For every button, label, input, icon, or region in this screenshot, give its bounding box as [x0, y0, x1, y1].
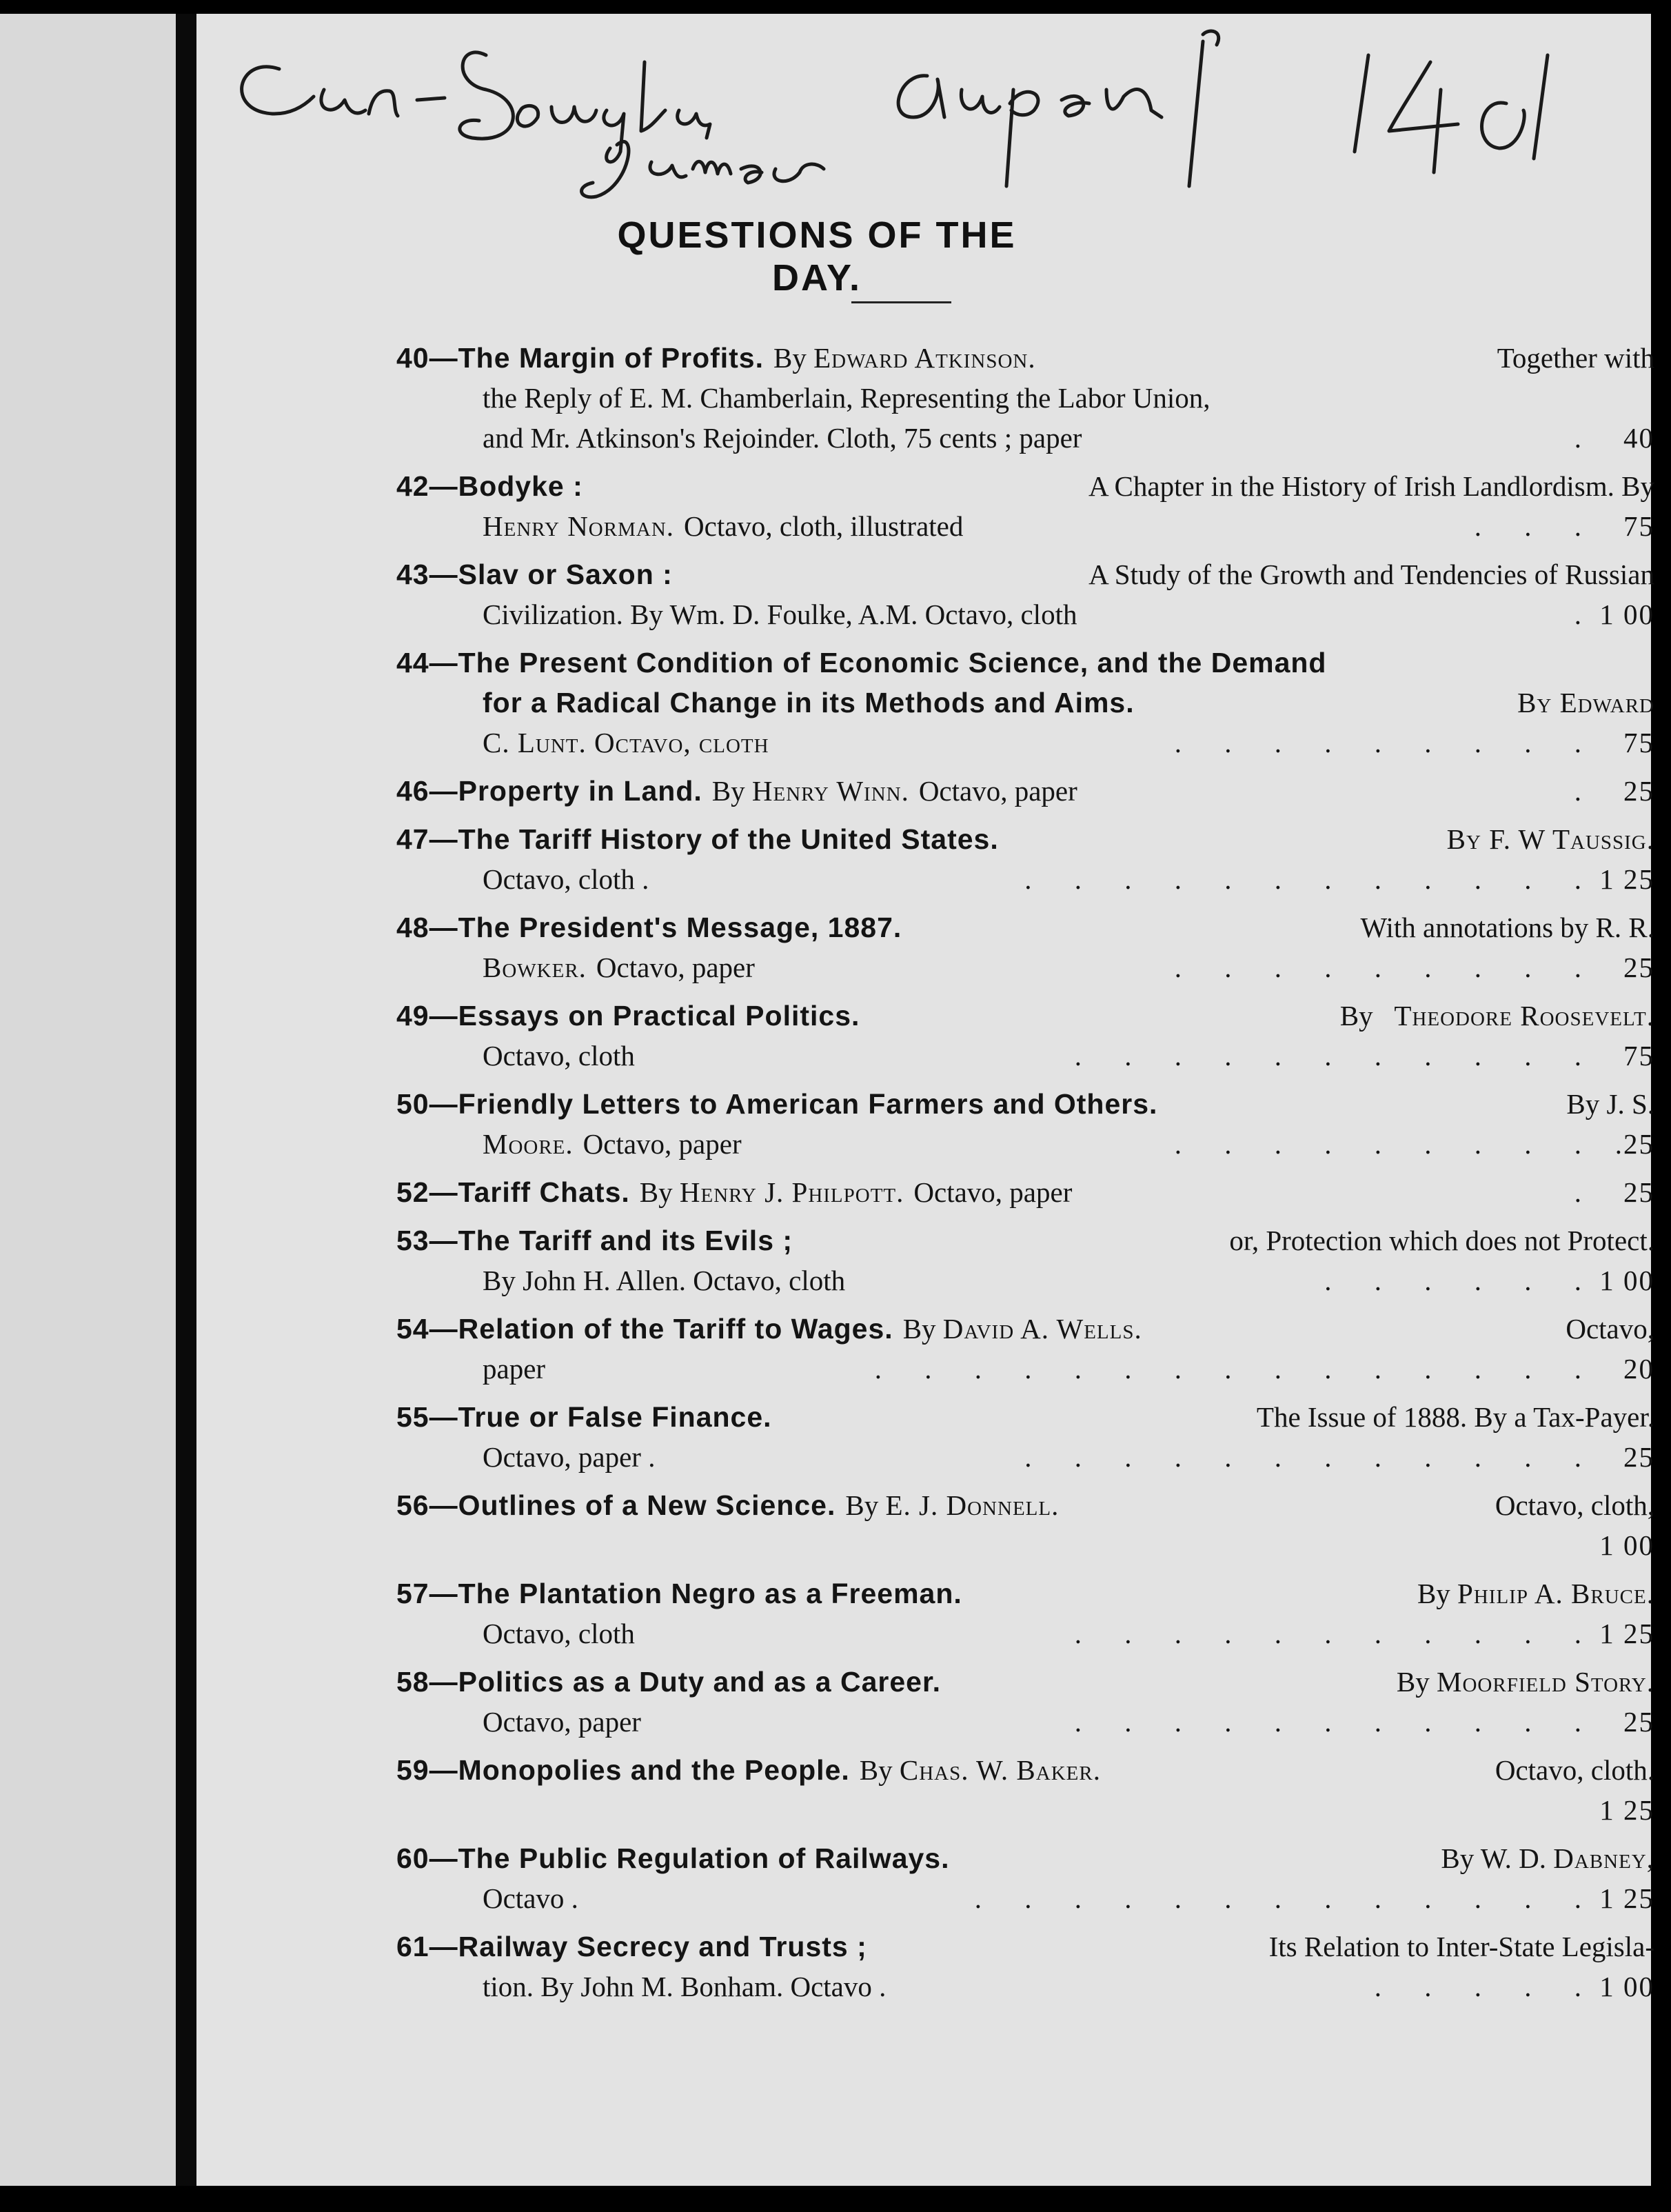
dot-leaders: . . . . . . — [1324, 1265, 1599, 1296]
entry-text: By — [1339, 1000, 1373, 1032]
entry-text: Its Relation to Inter-State Legisla- — [1268, 1931, 1654, 1962]
list-item: 50—Friendly Letters to American Farmers and Others. By J. S. Moore. Octavo, paper . . . . . . . . . .25 — [396, 1084, 1654, 1164]
entry-text: C. Lunt. Octavo, cloth — [483, 727, 769, 758]
entry-text: By — [711, 775, 745, 807]
entry-number: 61 — [396, 1931, 429, 1962]
entry-text: By — [1396, 1666, 1430, 1698]
entry-price: .25 — [1614, 1128, 1654, 1160]
entry-text: Octavo, paper — [913, 1176, 1073, 1208]
entry-number: 54 — [396, 1313, 429, 1345]
entry-text: Civilization. By Wm. D. Foulke, A.M. Octavo, cloth — [483, 599, 1077, 630]
entry-author: Moorfield Story. — [1437, 1666, 1654, 1698]
list-item: 57—The Plantation Negro as a Freeman. By Philip A. Bruce. Octavo, cloth . . . . . . . . . . . 1 25 — [396, 1573, 1654, 1653]
entry-text: Octavo, paper — [596, 952, 755, 983]
list-item: 40—The Margin of Profits. By Edward Atkinson. Together with the Reply of E. M. Chamberlain, Representing the Labor Union, and Mr. Atkinson's Rejoinder. Cloth, 75 cents ; paper . 40 — [396, 338, 1654, 458]
entry-title: The Plantation Negro as a Freeman. — [458, 1578, 962, 1609]
entry-author: E. J. Donnell. — [885, 1489, 1060, 1521]
dot-leaders: . . . . . . . . . — [1174, 952, 1599, 983]
dot-leaders: . — [1574, 599, 1599, 630]
entry-text: Octavo, cloth — [483, 1618, 635, 1649]
list-item: 58—Politics as a Duty and as a Career. By Moorfield Story. Octavo, paper . . . . . . . . . . . 25 — [396, 1662, 1654, 1742]
list-item: 54—Relation of the Tariff to Wages. By David A. Wells. Octavo, paper . . . . . . . . . . . . . . . 20 — [396, 1309, 1654, 1389]
entry-text: Octavo, paper — [483, 1706, 641, 1738]
entry-title: Railway Secrecy and Trusts ; — [458, 1931, 867, 1962]
entry-text: Octavo, cloth — [483, 1040, 635, 1072]
entry-text: By — [773, 342, 807, 374]
list-item: 46 — Property in Land. By Henry Winn. Octavo, paper . 25 — [396, 771, 1654, 811]
entry-author: Theodore Roosevelt. — [1394, 1000, 1654, 1032]
entry-text: By John H. Allen. Octavo, cloth — [483, 1265, 846, 1296]
list-item: 53—The Tariff and its Evils ; or, Protection which does not Protect. By John H. Allen. Octavo, cloth . . . . . . 1 00 — [396, 1220, 1654, 1300]
entry-text: Octavo, — [1566, 1313, 1654, 1345]
entry-number: 58 — [396, 1666, 429, 1698]
entry-price: 1 00 — [1599, 599, 1654, 630]
facing-page-edge — [0, 14, 176, 2186]
list-item: 56—Outlines of a New Science. By E. J. Donnell. Octavo, cloth, 1 00 — [396, 1485, 1654, 1565]
entry-title: True or False Finance. — [458, 1401, 772, 1433]
entry-text: or, Protection which does not Protect. — [1229, 1225, 1654, 1256]
entry-title: Slav or Saxon : — [458, 559, 673, 590]
list-item: 60—The Public Regulation of Railways. By W. D. Dabney, Octavo . . . . . . . . . . . . . . 1 25 — [396, 1838, 1654, 1918]
dot-leaders: . — [1574, 775, 1599, 807]
entry-author: By Edward — [1517, 687, 1654, 718]
dot-leaders: . — [1574, 422, 1599, 454]
handwritten-annotation — [196, 14, 1651, 221]
list-item: 52 — Tariff Chats. By Henry J. Philpott. Octavo, paper . 25 — [396, 1172, 1654, 1212]
entry-text: A Chapter in the History of Irish Landlordism. By — [1088, 470, 1654, 502]
entry-price: 75 — [1623, 1040, 1654, 1072]
entry-author: David A. Wells. — [942, 1313, 1142, 1345]
entry-title: The President's Message, 1887. — [458, 912, 902, 943]
entry-number: 57 — [396, 1578, 429, 1609]
entry-author: By F. W Taussig. — [1446, 823, 1654, 855]
entry-price: 75 — [1623, 510, 1654, 542]
entry-number: 50 — [396, 1088, 429, 1120]
dot-leaders: . . . . . . . . . — [1174, 727, 1599, 758]
dot-leaders: . . . . . . . . . . . . . — [974, 1882, 1599, 1914]
entry-price: 75 — [1623, 727, 1654, 758]
entry-text: Octavo, cloth. — [1495, 1754, 1654, 1786]
entry-author: Henry J. Philpott. — [679, 1176, 904, 1208]
entry-number: 44 — [396, 647, 429, 678]
entry-title: Friendly Letters to American Farmers and Others. — [458, 1088, 1158, 1120]
entry-price: 25 — [1623, 1441, 1654, 1473]
book-gutter — [176, 14, 196, 2186]
list-item: 47—The Tariff History of the United States. By F. W Taussig. Octavo, cloth . . . . . . . . . . . . . 1 25 — [396, 819, 1654, 899]
entry-number: 60 — [396, 1842, 429, 1874]
entry-price: 1 25 — [1599, 1618, 1654, 1649]
list-item: 61—Railway Secrecy and Trusts ; Its Relation to Inter-State Legisla- tion. By John M. Bonham. Octavo . . . . . . 1 00 — [396, 1927, 1654, 2007]
entry-price: 1 25 — [1599, 1882, 1654, 1914]
entry-number: 42 — [396, 470, 429, 502]
entry-title: Bodyke : — [458, 470, 583, 502]
entry-text: By W. D. — [1441, 1842, 1546, 1874]
entry-number: 59 — [396, 1754, 429, 1786]
entry-number: 56 — [396, 1489, 429, 1521]
entry-text: By — [639, 1176, 673, 1208]
entry-number: 40 — [396, 342, 429, 374]
entry-price: 1 00 — [1599, 1971, 1654, 2002]
entry-text: Octavo, cloth . — [483, 863, 649, 895]
title-divider — [851, 301, 951, 303]
dot-leaders: . . . . . . . . . . . . — [1024, 1441, 1599, 1473]
entry-title: The Margin of Profits. — [458, 342, 764, 374]
entry-text: Octavo, paper . — [483, 1441, 656, 1473]
entry-text: By J. S. — [1566, 1088, 1654, 1120]
dot-leaders: . . . . . . . . . . . — [1074, 1706, 1599, 1738]
entry-price: 1 25 — [1599, 1794, 1654, 1826]
dot-leaders: . . . . . . . . . . . — [1074, 1040, 1599, 1072]
entry-title: The Tariff and its Evils ; — [458, 1225, 793, 1256]
entry-title: Essays on Practical Politics. — [458, 1000, 860, 1032]
entry-text: Octavo, paper — [583, 1128, 742, 1160]
entry-text: Octavo . — [483, 1882, 578, 1914]
list-item: 43—Slav or Saxon : A Study of the Growth and Tendencies of Russian Civilization. By Wm. D. Foulke, A.M. Octavo, cloth . 1 00 — [396, 554, 1654, 634]
entry-author: Philip A. Bruce. — [1457, 1578, 1654, 1609]
list-item: 55—True or False Finance. The Issue of 1888. By a Tax-Payer. Octavo, paper . . . . . . . . . . . . . 25 — [396, 1397, 1654, 1477]
entry-author: Henry Norman. — [483, 510, 675, 542]
entry-number: 53 — [396, 1225, 429, 1256]
entry-number: 49 — [396, 1000, 429, 1032]
entry-number: 43 — [396, 559, 429, 590]
entry-title: The Tariff History of the United States. — [458, 823, 999, 855]
catalog-list — [396, 338, 1654, 2015]
entry-author: Bowker. — [483, 952, 587, 983]
entry-number: 52 — [396, 1176, 429, 1208]
entry-title: The Present Condition of Economic Science, and the Demand — [458, 647, 1327, 678]
entry-text: tion. By John M. Bonham. Octavo . — [483, 1971, 887, 2002]
entry-title: Politics as a Duty and as a Career. — [458, 1666, 942, 1698]
entry-text: By — [859, 1754, 893, 1786]
page-title: QUESTIONS OF THE DAY. — [617, 214, 1017, 299]
dot-leaders: . . . . . . . . . . . . — [1024, 863, 1599, 895]
entry-number: 47 — [396, 823, 429, 855]
entry-number: 46 — [396, 775, 429, 807]
entry-number: 55 — [396, 1401, 429, 1433]
dot-leaders: . . . . . . . . . — [1174, 1128, 1599, 1160]
list-item: 48—The President's Message, 1887. With annotations by R. R. Bowker. Octavo, paper . . . . . . . . . 25 — [396, 907, 1654, 987]
entry-price: 20 — [1623, 1353, 1654, 1385]
entry-text: the Reply of E. M. Chamberlain, Representing the Labor Union, — [483, 382, 1211, 414]
entry-author: Chas. W. Baker. — [899, 1754, 1101, 1786]
entry-price: 1 00 — [1599, 1265, 1654, 1296]
dot-leaders: . . . . . — [1374, 1971, 1599, 2002]
entry-text: Octavo, paper — [918, 775, 1077, 807]
entry-author: Dabney, — [1553, 1842, 1654, 1874]
entry-title: Property in Land. — [458, 775, 702, 807]
entry-price: 1 00 — [1599, 1529, 1654, 1561]
dot-leaders: . . . . . . . . . . . . . . . — [874, 1353, 1599, 1385]
entry-title: The Public Regulation of Railways. — [458, 1842, 950, 1874]
entry-title: Tariff Chats. — [458, 1176, 630, 1208]
entry-text: By — [845, 1489, 879, 1521]
document-page — [196, 14, 1654, 2186]
entry-number: 48 — [396, 912, 429, 943]
dot-leaders: . . . — [1474, 510, 1599, 542]
entry-text: and Mr. Atkinson's Rejoinder. Cloth, 75 cents ; paper — [483, 422, 1082, 454]
entry-text: With annotations by R. R. — [1360, 912, 1654, 943]
list-item: 44 — The Present Condition of Economic Science, and the Demand for a Radical Change in its Methods and Aims. By Edward C. Lunt. Octavo, cloth . . . . . . . . . 75 — [396, 643, 1654, 763]
entry-title: Monopolies and the People. — [458, 1754, 850, 1786]
entry-author: Henry Winn. — [751, 775, 909, 807]
list-item: 42—Bodyke : A Chapter in the History of Irish Landlordism. By Henry Norman. Octavo, cloth, illustrated . . . 75 — [396, 466, 1654, 546]
entry-text: The Issue of 1888. By a Tax-Payer. — [1256, 1401, 1654, 1433]
entry-price: 1 25 — [1599, 863, 1654, 895]
dot-leaders: . — [1574, 1176, 1599, 1208]
entry-title: for a Radical Change in its Methods and Aims. — [483, 687, 1135, 718]
dot-leaders: . . . . . . . . . . . — [1074, 1618, 1599, 1649]
entry-author: Moore. — [483, 1128, 574, 1160]
entry-text: By — [902, 1313, 936, 1345]
entry-title: Outlines of a New Science. — [458, 1489, 836, 1521]
entry-text: paper — [483, 1353, 546, 1385]
entry-text: By — [1417, 1578, 1450, 1609]
entry-text: Octavo, cloth, — [1495, 1489, 1654, 1521]
entry-text: Octavo, cloth, illustrated — [684, 510, 964, 542]
entry-text: A Study of the Growth and Tendencies of Russian — [1088, 559, 1654, 590]
entry-price: 25 — [1623, 775, 1654, 807]
entry-text: Together with — [1497, 342, 1654, 374]
list-item: 49—Essays on Practical Politics. By Theodore Roosevelt. Octavo, cloth . . . . . . . . . . . 75 — [396, 996, 1654, 1076]
entry-price: 40 — [1623, 422, 1654, 454]
entry-price: 25 — [1623, 952, 1654, 983]
entry-author: Edward Atkinson. — [813, 342, 1036, 374]
list-item: 59—Monopolies and the People. By Chas. W. Baker. Octavo, cloth. 1 25 — [396, 1750, 1654, 1830]
entry-price: 25 — [1623, 1706, 1654, 1738]
entry-price: 25 — [1623, 1176, 1654, 1208]
entry-title: Relation of the Tariff to Wages. — [458, 1313, 893, 1345]
